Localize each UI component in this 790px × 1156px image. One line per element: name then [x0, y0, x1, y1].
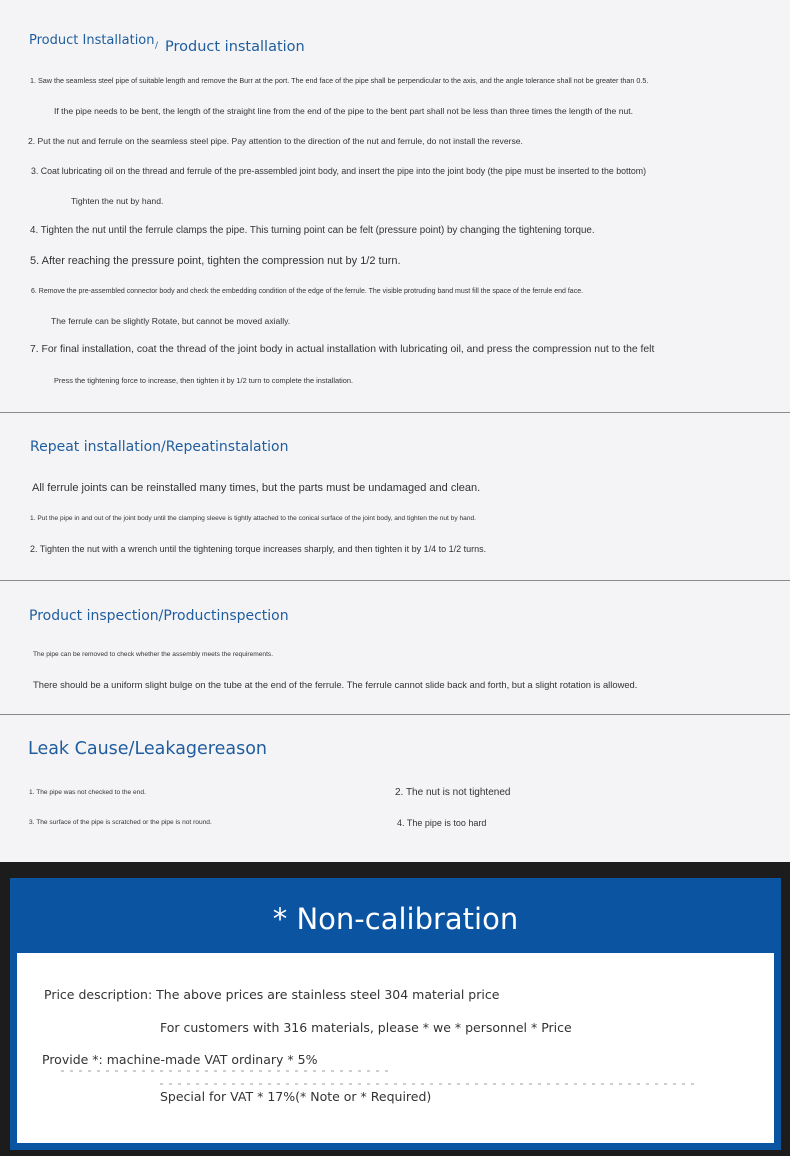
price-description-line: Price description: The above prices are stainless steel 304 material price [44, 987, 500, 1002]
leak-cause-4: 4. The pipe is too hard [397, 818, 487, 828]
install-step-7-note: Press the tightening force to increase, then tighten it by 1/2 turn to complete the installation. [54, 376, 354, 385]
install-step-4: 4. Tighten the nut until the ferrule clamps the pipe. This turning point can be felt (pressure point) by changing the tightening torque. [30, 225, 595, 236]
price-316-line: For customers with 316 materials, please * we * personnel * Price [160, 1020, 572, 1035]
install-step-5: 5. After reaching the pressure point, tighten the compression nut by 1/2 turn. [30, 255, 401, 267]
price-description-box [17, 953, 774, 1143]
inspection-title: Product inspection/Productinspection [29, 608, 289, 624]
leak-cause-3: 3. The surface of the pipe is scratched or the pipe is not round. [29, 819, 212, 826]
install-step-1-note: If the pipe needs to be bent, the length of the straight line from the end of the pipe to the bent part shall not be less than three times the length of the nut. [54, 106, 634, 116]
install-step-1: 1. Saw the seamless steel pipe of suitable length and remove the Burr at the port. The end face of the pipe shall be perpendicular to the axis, and the angle tolerance shall not be greater than 0.5. [30, 76, 649, 85]
install-step-6: 6. Remove the pre-assembled connector body and check the embedding condition of the edge of the ferrule. The visible protruding band must fill the space of the ferrule end face. [31, 288, 584, 295]
leak-cause-2: 2. The nut is not tightened [395, 787, 511, 798]
leak-section [0, 715, 790, 862]
install-step-7: 7. For final installation, coat the thread of the joint body in actual installation with lubricating oil, and press the compression nut to the felt [30, 344, 655, 355]
install-step-3-note: Tighten the nut by hand. [71, 196, 164, 206]
inspection-section [0, 581, 790, 714]
leak-cause-1: 1. The pipe was not checked to the end. [29, 789, 146, 796]
price-vat-special-line: Special for VAT * 17%(* Note or * Required) [160, 1089, 432, 1104]
inspection-line-1: The pipe can be removed to check whether the assembly meets the requirements. [33, 651, 274, 658]
installation-title: Product Installation [29, 33, 155, 48]
calibration-title: * Non-calibration [272, 902, 519, 936]
price-vat-ordinary-line: Provide *: machine-made VAT ordinary * 5% [42, 1052, 318, 1067]
calibration-box [10, 878, 781, 1150]
install-step-2: 2. Put the nut and ferrule on the seamless steel pipe. Pay attention to the direction of the nut and ferrule, do not install the reverse. [28, 136, 523, 146]
repeat-section [0, 413, 790, 580]
repeat-title: Repeat installation/Repeatinstalation [30, 439, 289, 455]
installation-section [0, 0, 790, 412]
install-step-6-note: The ferrule can be slightly Rotate, but cannot be moved axially. [51, 316, 291, 326]
leak-title: Leak Cause/Leakagereason [28, 739, 268, 759]
calibration-panel [0, 862, 790, 1156]
faded-text-line [160, 1083, 695, 1085]
faded-text-line [61, 1070, 391, 1072]
inspection-line-2: There should be a uniform slight bulge on the tube at the end of the ferrule. The ferrule cannot slide back and forth, but a slight rotation is allowed. [33, 679, 638, 690]
installation-title-separator: / [155, 41, 159, 51]
install-step-3: 3. Coat lubricating oil on the thread and ferrule of the pre-assembled joint body, and insert the pipe into the joint body (the pipe must be inserted to the bottom) [31, 166, 647, 176]
repeat-line-1: 1. Put the pipe in and out of the joint body until the clamping sleeve is tightly attached to the conical surface of the joint body, and tighten the nut by hand. [30, 515, 476, 522]
installation-title-alt: Product installation [165, 39, 305, 55]
repeat-line-intro: All ferrule joints can be reinstalled many times, but the parts must be undamaged and clean. [32, 482, 481, 494]
repeat-line-2: 2. Tighten the nut with a wrench until the tightening torque increases sharply, and then tighten it by 1/4 to 1/2 turns. [30, 544, 487, 554]
